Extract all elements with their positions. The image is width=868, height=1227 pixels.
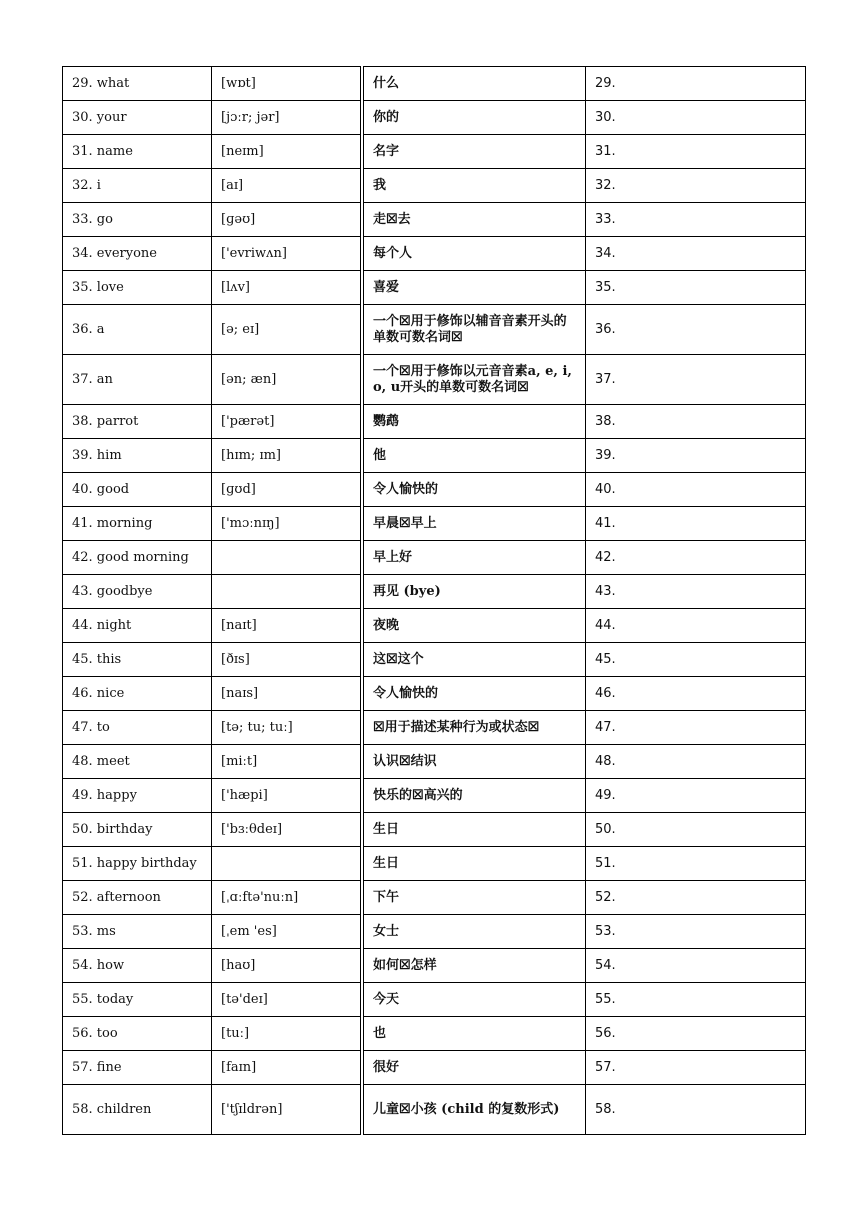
practice-cell[interactable]: 36. — [586, 305, 806, 355]
meaning-cell: 每个人 — [362, 237, 586, 271]
table-row — [63, 881, 806, 915]
meaning-cell: 走☒去 — [362, 203, 586, 237]
table-row — [63, 983, 806, 1017]
phonetic-cell: ['pærət] — [212, 405, 363, 439]
word-cell: 42. good morning — [63, 541, 212, 575]
word-cell: 57. fine — [63, 1051, 212, 1085]
practice-cell[interactable]: 45. — [586, 643, 806, 677]
phonetic-cell: [tə; tu; tuː] — [212, 711, 363, 745]
table-row — [63, 779, 806, 813]
practice-cell[interactable]: 43. — [586, 575, 806, 609]
word-cell: 41. morning — [63, 507, 212, 541]
word-cell: 47. to — [63, 711, 212, 745]
meaning-cell: 鹦鹉 — [362, 405, 586, 439]
word-cell: 56. too — [63, 1017, 212, 1051]
practice-cell[interactable]: 42. — [586, 541, 806, 575]
practice-cell[interactable]: 30. — [586, 101, 806, 135]
table-row — [63, 711, 806, 745]
table-row — [63, 439, 806, 473]
phonetic-cell: [haʊ] — [212, 949, 363, 983]
meaning-cell: 今天 — [362, 983, 586, 1017]
practice-cell[interactable]: 37. — [586, 355, 806, 405]
word-cell: 44. night — [63, 609, 212, 643]
table-row — [63, 915, 806, 949]
meaning-cell: 儿童☒小孩 (child 的复数形式) — [362, 1085, 586, 1135]
word-cell: 30. your — [63, 101, 212, 135]
meaning-cell: 生日 — [362, 813, 586, 847]
phonetic-cell: [hɪm; ɪm] — [212, 439, 363, 473]
meaning-cell: 生日 — [362, 847, 586, 881]
table-row — [63, 949, 806, 983]
practice-cell[interactable]: 34. — [586, 237, 806, 271]
phonetic-cell: [ˌem 'es] — [212, 915, 363, 949]
phonetic-cell: [jɔːr; jər] — [212, 101, 363, 135]
meaning-cell: 令人愉快的 — [362, 473, 586, 507]
phonetic-cell: [naɪt] — [212, 609, 363, 643]
meaning-cell: 这☒这个 — [362, 643, 586, 677]
meaning-cell: 如何☒怎样 — [362, 949, 586, 983]
practice-cell[interactable]: 48. — [586, 745, 806, 779]
meaning-cell: 名字 — [362, 135, 586, 169]
meaning-cell: ☒用于描述某种行为或状态☒ — [362, 711, 586, 745]
meaning-cell: 女士 — [362, 915, 586, 949]
meaning-cell: 夜晚 — [362, 609, 586, 643]
meaning-cell: 早晨☒早上 — [362, 507, 586, 541]
word-cell: 39. him — [63, 439, 212, 473]
word-cell: 46. nice — [63, 677, 212, 711]
table-row — [63, 355, 806, 405]
phonetic-cell: [tə'deɪ] — [212, 983, 363, 1017]
practice-cell[interactable]: 29. — [586, 67, 806, 101]
word-cell: 36. a — [63, 305, 212, 355]
phonetic-cell: [neɪm] — [212, 135, 363, 169]
practice-cell[interactable]: 47. — [586, 711, 806, 745]
phonetic-cell: [miːt] — [212, 745, 363, 779]
practice-cell[interactable]: 53. — [586, 915, 806, 949]
phonetic-cell: ['evriwʌn] — [212, 237, 363, 271]
phonetic-cell: ['mɔːnɪŋ] — [212, 507, 363, 541]
table-row — [63, 847, 806, 881]
practice-cell[interactable]: 56. — [586, 1017, 806, 1051]
word-cell: 58. children — [63, 1085, 212, 1135]
meaning-cell: 我 — [362, 169, 586, 203]
phonetic-cell: ['bɜːθdeɪ] — [212, 813, 363, 847]
word-cell: 32. i — [63, 169, 212, 203]
table-row — [63, 609, 806, 643]
table-row — [63, 813, 806, 847]
meaning-cell: 喜爱 — [362, 271, 586, 305]
meaning-cell: 他 — [362, 439, 586, 473]
practice-cell[interactable]: 52. — [586, 881, 806, 915]
phonetic-cell: [naɪs] — [212, 677, 363, 711]
phonetic-cell: [ɡəʊ] — [212, 203, 363, 237]
phonetic-cell: [ə; eɪ] — [212, 305, 363, 355]
table-row — [63, 203, 806, 237]
phonetic-cell: ['tʃɪldrən] — [212, 1085, 363, 1135]
word-cell: 38. parrot — [63, 405, 212, 439]
table-row — [63, 643, 806, 677]
word-cell: 48. meet — [63, 745, 212, 779]
practice-cell[interactable]: 55. — [586, 983, 806, 1017]
meaning-cell: 很好 — [362, 1051, 586, 1085]
word-cell: 33. go — [63, 203, 212, 237]
phonetic-cell: [ɡʊd] — [212, 473, 363, 507]
practice-cell[interactable]: 33. — [586, 203, 806, 237]
word-cell: 49. happy — [63, 779, 212, 813]
word-cell: 34. everyone — [63, 237, 212, 271]
table-row — [63, 1051, 806, 1085]
table-row — [63, 541, 806, 575]
table-row — [63, 305, 806, 355]
meaning-cell: 令人愉快的 — [362, 677, 586, 711]
practice-cell[interactable]: 38. — [586, 405, 806, 439]
practice-cell[interactable]: 51. — [586, 847, 806, 881]
phonetic-cell: [aɪ] — [212, 169, 363, 203]
meaning-cell: 下午 — [362, 881, 586, 915]
table-row — [63, 405, 806, 439]
table-row — [63, 1085, 806, 1135]
meaning-cell: 也 — [362, 1017, 586, 1051]
table-row — [63, 507, 806, 541]
practice-cell[interactable]: 57. — [586, 1051, 806, 1085]
table-row — [63, 135, 806, 169]
table-row — [63, 677, 806, 711]
practice-cell[interactable]: 35. — [586, 271, 806, 305]
practice-cell[interactable]: 54. — [586, 949, 806, 983]
phonetic-cell — [212, 541, 363, 575]
phonetic-cell: [ˌɑːftə'nuːn] — [212, 881, 363, 915]
table-row — [63, 101, 806, 135]
table-row — [63, 271, 806, 305]
word-cell: 29. what — [63, 67, 212, 101]
word-cell: 37. an — [63, 355, 212, 405]
phonetic-cell: [tuː] — [212, 1017, 363, 1051]
practice-cell[interactable]: 58. — [586, 1085, 806, 1135]
phonetic-cell: [faɪn] — [212, 1051, 363, 1085]
word-cell: 50. birthday — [63, 813, 212, 847]
meaning-cell: 再见 (bye) — [362, 575, 586, 609]
vocabulary-table — [62, 66, 806, 1135]
table-row — [63, 745, 806, 779]
document-page — [62, 66, 806, 1135]
word-cell: 31. name — [63, 135, 212, 169]
word-cell: 52. afternoon — [63, 881, 212, 915]
word-cell: 51. happy birthday — [63, 847, 212, 881]
meaning-cell: 快乐的☒高兴的 — [362, 779, 586, 813]
table-row — [63, 169, 806, 203]
practice-cell[interactable]: 39. — [586, 439, 806, 473]
meaning-cell: 你的 — [362, 101, 586, 135]
table-row — [63, 473, 806, 507]
meaning-cell: 认识☒结识 — [362, 745, 586, 779]
practice-cell[interactable]: 40. — [586, 473, 806, 507]
meaning-cell: 一个☒用于修饰以辅音音素开头的单数可数名词☒ — [362, 305, 586, 355]
practice-cell[interactable]: 50. — [586, 813, 806, 847]
word-cell: 54. how — [63, 949, 212, 983]
table-row — [63, 67, 806, 101]
table-row — [63, 237, 806, 271]
table-row — [63, 1017, 806, 1051]
phonetic-cell: [lʌv] — [212, 271, 363, 305]
phonetic-cell — [212, 847, 363, 881]
phonetic-cell: [wɒt] — [212, 67, 363, 101]
word-cell: 35. love — [63, 271, 212, 305]
practice-cell[interactable]: 44. — [586, 609, 806, 643]
phonetic-cell — [212, 575, 363, 609]
phonetic-cell: [ən; æn] — [212, 355, 363, 405]
meaning-cell: 一个☒用于修饰以元音音素a, e, i, o, u开头的单数可数名词☒ — [362, 355, 586, 405]
phonetic-cell: [ðɪs] — [212, 643, 363, 677]
practice-cell[interactable]: 41. — [586, 507, 806, 541]
word-cell: 40. good — [63, 473, 212, 507]
practice-cell[interactable]: 49. — [586, 779, 806, 813]
table-row — [63, 575, 806, 609]
vocabulary-table-body — [63, 67, 806, 1135]
word-cell: 53. ms — [63, 915, 212, 949]
phonetic-cell: ['hæpi] — [212, 779, 363, 813]
practice-cell[interactable]: 32. — [586, 169, 806, 203]
meaning-cell: 早上好 — [362, 541, 586, 575]
word-cell: 45. this — [63, 643, 212, 677]
word-cell: 55. today — [63, 983, 212, 1017]
practice-cell[interactable]: 31. — [586, 135, 806, 169]
word-cell: 43. goodbye — [63, 575, 212, 609]
practice-cell[interactable]: 46. — [586, 677, 806, 711]
meaning-cell: 什么 — [362, 67, 586, 101]
